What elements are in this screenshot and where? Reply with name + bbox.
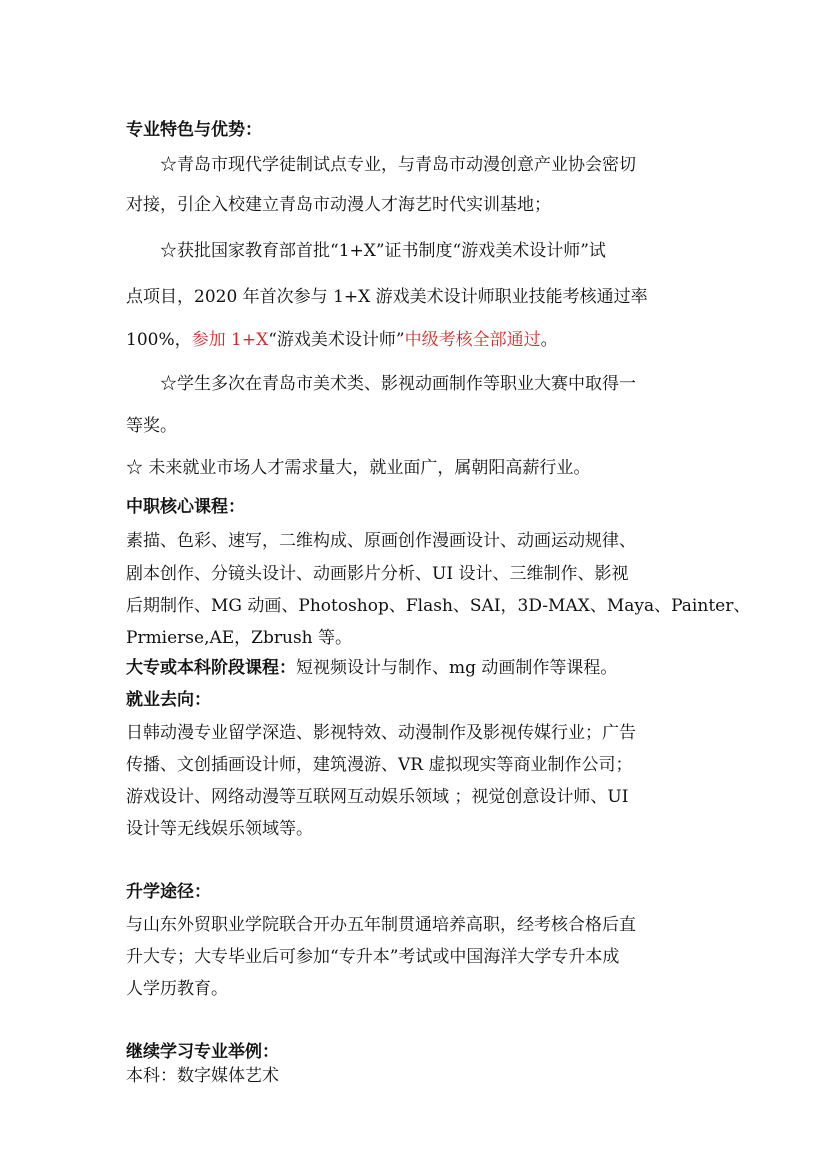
core-line1: 素描、色彩、速写，二维构成、原画创作漫画设计、动画运动规律、 [126, 531, 636, 551]
features-p2-line1: ☆获批国家教育部首批“1+X”证书制度“游戏美术设计师”试 [160, 241, 606, 261]
features-p3-line1: ☆学生多次在青岛市美术类、影视动画制作等职业大赛中取得一 [160, 374, 636, 394]
further-heading: 升学途径： [126, 882, 211, 902]
further-line2: 升大专；大专毕业后可参加“专升本”考试或中国海洋大学专升本成 [126, 947, 620, 967]
features-p4: ☆ 未来就业市场人才需求量大，就业面广，属朝阳高薪行业。 [126, 458, 591, 478]
features-p2-line3 [126, 328, 558, 352]
features-heading: 专业特色与优势： [126, 120, 262, 140]
features-p3-line2: 等奖。 [126, 416, 177, 436]
pass-rate: 100%， [126, 330, 192, 350]
career-line2: 传播、文创插画设计师，建筑漫游、VR 虚拟现实等商业制作公司； [126, 755, 633, 775]
college-text: 短视频设计与制作、mg 动画制作等课程。 [296, 658, 618, 678]
core-line2: 剧本创作、分镜头设计、动画影片分析、UI 设计、三维制作、影视 [126, 564, 629, 584]
college-line [126, 656, 617, 680]
career-line3: 游戏设计、网络动漫等互联网互动娱乐领域 ；视觉创意设计师、UI [126, 787, 629, 807]
majors-line1: 本科：数字媒体艺术 [126, 1066, 279, 1086]
core-heading: 中职核心课程： [126, 497, 245, 517]
further-line3: 人学历教育。 [126, 979, 228, 999]
career-line1: 日韩动漫专业留学深造、影视特效、动漫制作及影视传媒行业；广告 [126, 723, 636, 743]
certificate-name: “游戏美术设计师” [268, 330, 405, 350]
highlight-part1: 参加 1+X [191, 330, 269, 350]
features-p1-line2: 对接，引企入校建立青岛市动漫人才海艺时代实训基地； [126, 195, 551, 215]
highlight-part2: 中级考核全部通过 [404, 330, 541, 350]
period: 。 [540, 330, 558, 350]
career-line4: 设计等无线娱乐领域等。 [126, 819, 313, 839]
further-line1: 与山东外贸职业学院联合开办五年制贯通培养高职，经考核合格后直 [126, 915, 636, 935]
core-line4: Prmierse,AE，Zbrush 等。 [126, 628, 353, 648]
core-line3: 后期制作、MG 动画、Photoshop、Flash、SAI，3D-MAX、Maya、Painter、 [126, 596, 751, 616]
majors-heading: 继续学习专业举例： [126, 1042, 279, 1062]
features-p2-line2: 点项目，2020 年首次参与 1+X 游戏美术设计师职业技能考核通过率 [126, 287, 648, 307]
features-p1-line1: ☆青岛市现代学徒制试点专业，与青岛市动漫创意产业协会密切 [160, 155, 636, 175]
college-heading: 大专或本科阶段课程： [126, 658, 296, 678]
career-heading: 就业去向： [126, 690, 211, 710]
